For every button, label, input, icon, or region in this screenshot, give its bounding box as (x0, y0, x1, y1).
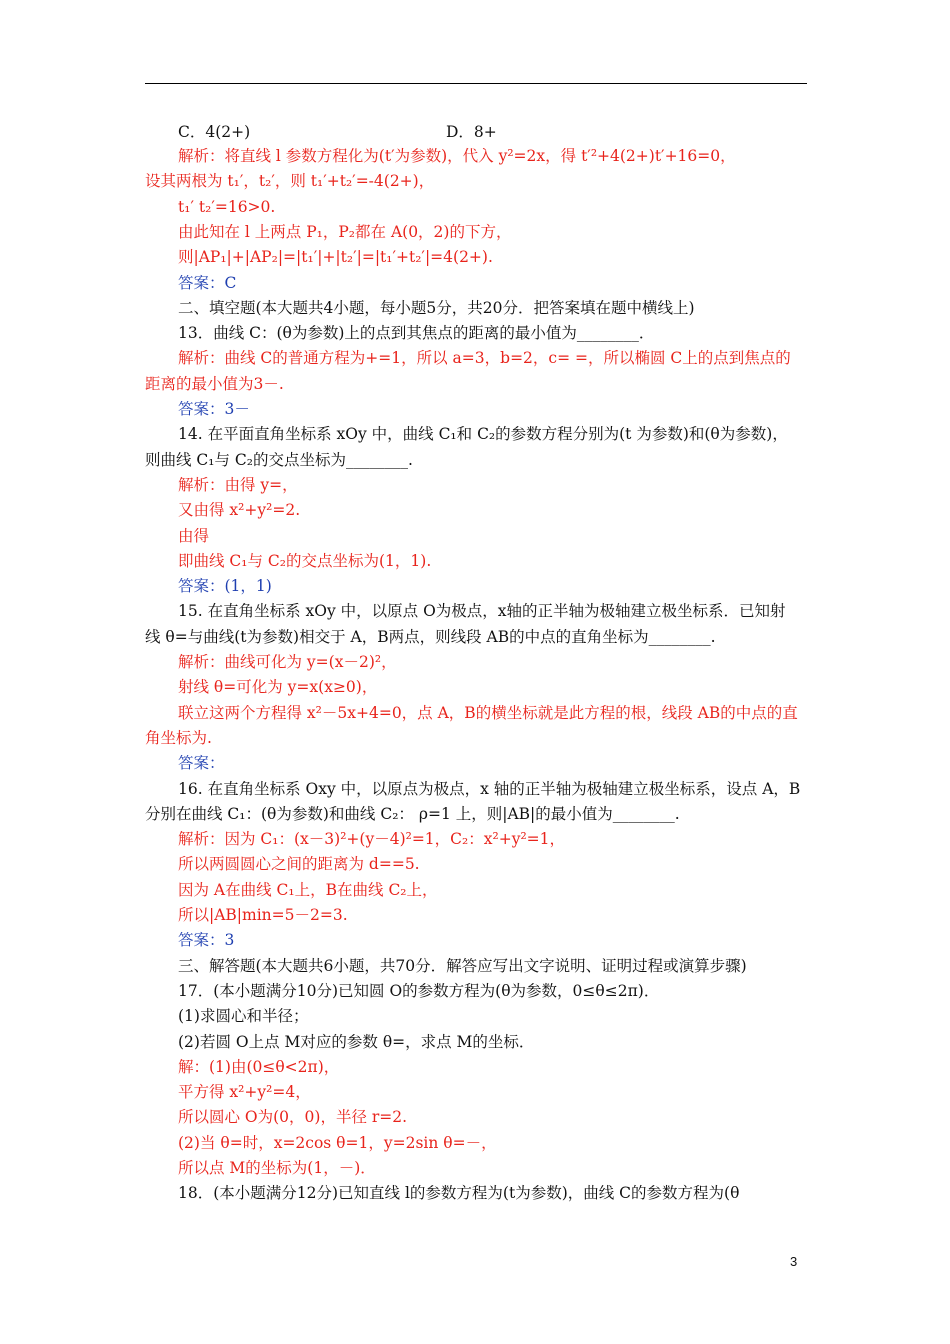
text-line: 距离的最小值为3－. (145, 375, 284, 393)
text-line: 解析：将直线 l 参数方程化为(t′为参数)，代入 y²=2x，得 t′²+4(2+)t′+16=0， (178, 147, 736, 165)
option-d: D．8+ (446, 123, 497, 141)
text-line: 因为 A在曲线 C₁上，B在曲线 C₂上， (178, 881, 438, 899)
text-line: 线 θ=与曲线(t为参数)相交于 A，B两点，则线段 AB的中点的直角坐标为________. (145, 628, 716, 646)
text-line: 所以点 M的坐标为(1，－)． (178, 1159, 376, 1177)
text-line: 二、填空题(本大题共4小题，每小题5分，共20分．把答案填在题中横线上) (178, 299, 695, 317)
text-line: 则曲线 C₁与 C₂的交点坐标为________. (145, 451, 413, 469)
text-line: 13．曲线 C：(θ为参数)上的点到其焦点的距离的最小值为________． (178, 324, 655, 342)
text-line: 由得 (178, 527, 210, 545)
options-row (145, 120, 810, 144)
text-line: 又由得 x²+y²=2. (178, 501, 301, 519)
text-line: 18．(本小题满分12分)已知直线 l的参数方程为(t为参数)，曲线 C的参数方程为(θ (178, 1184, 740, 1202)
text-line: 由此知在 l 上两点 P₁，P₂都在 A(0，2)的下方， (178, 223, 512, 241)
text-line: 答案：3－ (178, 400, 250, 418)
text-line: 即曲线 C₁与 C₂的交点坐标为(1，1). (178, 552, 432, 570)
text-line: t₁′ t₂′=16>0. (178, 198, 276, 216)
text-line: 16. 在直角坐标系 Oxy 中，以原点为极点，x 轴的正半轴为极轴建立极坐标系，设点 A，B (178, 780, 801, 798)
text-line: 解析：由得 y=， (178, 476, 298, 494)
page-number: 3 (790, 1254, 798, 1269)
text-line: 则|AP₁|+|AP₂|=|t₁′|+|t₂′|=|t₁′+t₂′|=4(2+). (178, 248, 493, 266)
text-line: 联立这两个方程得 x²－5x+4=0，点 A，B的横坐标就是此方程的根，线段 AB的中点的直 (178, 704, 798, 722)
text-line: 解：(1)由(0≤θ<2π)， (178, 1058, 340, 1076)
text-line: 所以两圆圆心之间的距离为 d==5. (178, 855, 420, 873)
text-line: 平方得 x²+y²=4， (178, 1083, 311, 1101)
text-line: 所以圆心 O为(0，0)，半径 r=2. (178, 1108, 408, 1126)
text-line: (1)求圆心和半径； (178, 1007, 309, 1025)
text-line: (2)若圆 O上点 M对应的参数 θ=，求点 M的坐标． (178, 1033, 535, 1051)
text-line: 角坐标为. (145, 729, 212, 747)
text-line: 分别在曲线 C₁：(θ为参数)和曲线 C₂： ρ=1 上，则|AB|的最小值为________. (145, 805, 680, 823)
text-line: 解析：曲线可化为 y=(x－2)²， (178, 653, 397, 671)
text-line: 解析：曲线 C的普通方程为+=1，所以 a=3，b=2，c= =，所以椭圆 C上的点到焦点的 (178, 349, 791, 367)
text-line: 解析：因为 C₁：(x－3)²+(y－4)²=1，C₂：x²+y²=1， (178, 830, 566, 848)
text-line: 答案：(1，1) (178, 577, 272, 595)
text-line: 所以|AB|min=5－2=3. (178, 906, 348, 924)
text-line: 射线 θ=可化为 y=x(x≥0)， (178, 678, 378, 696)
text-line: 14. 在平面直角坐标系 xOy 中，曲线 C₁和 C₂的参数方程分别为(t 为参数)和(θ为参数)， (178, 425, 788, 443)
header-rule (145, 83, 807, 84)
text-line: (2)当 θ=时，x=2cos θ=1，y=2sin θ=－， (178, 1134, 497, 1152)
text-line: 17．(本小题满分10分)已知圆 O的参数方程为(θ为参数，0≤θ≤2π)． (178, 982, 660, 1000)
text-line: 答案：C (178, 274, 237, 292)
option-c: C．4(2+) (178, 123, 251, 141)
text-line: 设其两根为 t₁′，t₂′，则 t₁′+t₂′=-4(2+)， (145, 172, 435, 190)
text-line: 答案：3 (178, 931, 235, 949)
text-line: 答案： (178, 754, 225, 772)
text-line: 15. 在直角坐标系 xOy 中，以原点 O为极点，x轴的正半轴为极轴建立极坐标系．已知射 (178, 602, 786, 620)
text-line: 三、解答题(本大题共6小题，共70分．解答应写出文字说明、证明过程或演算步骤) (178, 957, 747, 975)
